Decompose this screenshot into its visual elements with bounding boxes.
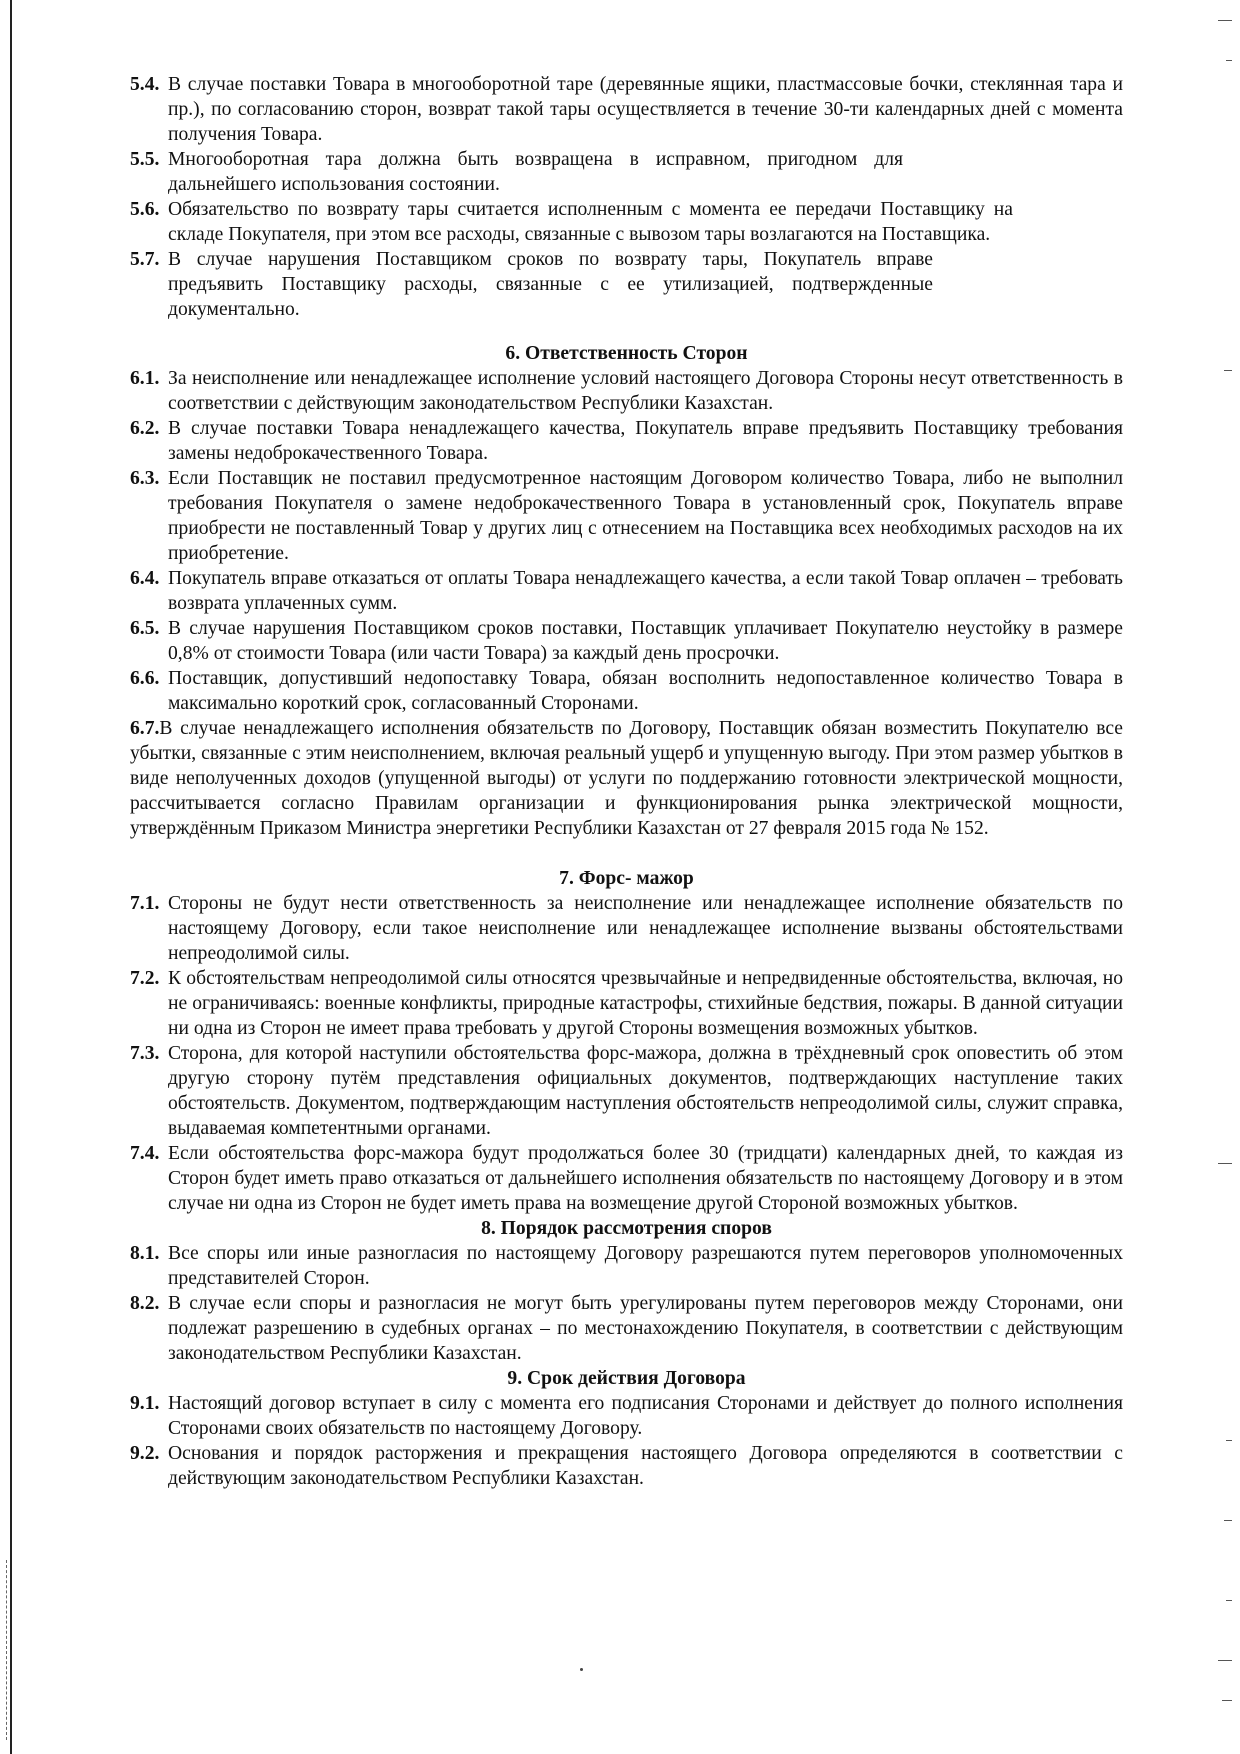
clause-text: Основания и порядок расторжения и прекращения настоящего Договора определяются в соответствии с действующим законодательством Республики Казахстан. (168, 1443, 1123, 1489)
clause-number: 9.1. (130, 1393, 160, 1414)
clause-text: Настоящий договор вступает в силу с момента его подписания Сторонами и действует до полного исполнения Сторонами своих обязательств по настоящему Договору. (168, 1393, 1123, 1439)
clause-5-6 (130, 197, 1123, 247)
clause-number: 6.3. (130, 468, 160, 489)
clause-number: 9.2. (130, 1443, 160, 1464)
clause-5-4 (130, 72, 1123, 147)
clause-7-3 (130, 1041, 1123, 1141)
scan-left-dashes (6, 1560, 8, 1740)
clause-text: Обязательство по возврату тары считается исполненным с момента ее передачи Поставщику на складе Покупателя, при этом все расходы, связанные с вывозом тары возлагаются на Поставщика. (168, 199, 1013, 245)
clause-text: Многооборотная тара должна быть возвращена в исправном, пригодном для дальнейшего использования состоянии. (168, 149, 903, 195)
clause-text: В случае ненадлежащего исполнения обязательств по Договору, Поставщик обязан возместить Покупателю все убытки, связанные с этим неисполнением, включая реальный ущерб и упущенную выгоду. При этом размер убытков в виде неполученных доходов (упущенной выгоды) от услуги по поддержанию готовности электрической мощности, рассчитывается согласно Правилам организации и функционирования рынка электрической мощности, утверждённым Приказом Министра энергетики Республики Казахстан от 27 февраля 2015 года № 152. (130, 718, 1123, 839)
document-page (130, 72, 1123, 1491)
clause-text: Сторона, для которой наступили обстоятельства форс-мажора, должна в трёхдневный срок оповестить об этом другую сторону путём представления официальных документов, подтверждающих наступление таких обстоятельств. Документом, подтверждающим наступления обстоятельств непреодолимой силы, служит справка, выдаваемая компетентными органами. (168, 1043, 1123, 1139)
clause-6-7 (130, 716, 1123, 841)
clause-9-2 (130, 1441, 1123, 1491)
clause-number: 6.6. (130, 668, 160, 689)
clause-number: 6.7. (130, 718, 160, 739)
clause-8-2 (130, 1291, 1123, 1366)
clause-5-5 (130, 147, 1123, 197)
clause-7-1 (130, 891, 1123, 966)
scan-left-border (10, 0, 12, 1754)
clause-5-7 (130, 247, 1123, 322)
clause-text: К обстоятельствам непреодолимой силы относятся чрезвычайные и непредвиденные обстоятельства, включая, но не ограничиваясь: военные конфликты, природные катастрофы, стихийные бедствия, пожары. В данной ситуации ни одна из Сторон не имеет права требовать у другой Стороны возмещения возможных убытков. (168, 968, 1123, 1039)
clause-number: 6.5. (130, 618, 160, 639)
clause-number: 7.2. (130, 968, 160, 989)
clause-number: 8.1. (130, 1243, 160, 1264)
clause-number: 6.4. (130, 568, 160, 589)
clause-number: 6.1. (130, 368, 160, 389)
clause-text: В случае нарушения Поставщиком сроков поставки, Поставщик уплачивает Покупателю неустойку в размере 0,8% от стоимости Товара (или части Товара) за каждый день просрочки. (168, 618, 1123, 664)
scan-speck (580, 1668, 583, 1671)
clause-number: 5.6. (130, 199, 160, 220)
clause-text: В случае если споры и разногласия не могут быть урегулированы путем переговоров между Сторонами, они подлежат разрешению в судебных органах – по местонахождению Покупателя, в соответствии с действующим законодательством Республики Казахстан. (168, 1293, 1123, 1364)
clause-text: Поставщик, допустивший недопоставку Товара, обязан восполнить недопоставленное количество Товара в максимально короткий срок, согласованный Сторонами. (168, 668, 1123, 714)
section-7-title: 7. Форс- мажор (559, 868, 694, 889)
clause-6-3 (130, 466, 1123, 566)
clause-number: 5.7. (130, 249, 160, 270)
clause-number: 7.3. (130, 1043, 160, 1064)
clause-number: 7.4. (130, 1143, 160, 1164)
clause-9-1 (130, 1391, 1123, 1441)
clause-8-1 (130, 1241, 1123, 1291)
scan-right-marks (1214, 0, 1232, 1754)
clause-6-5 (130, 616, 1123, 666)
section-6-title: 6. Ответственность Сторон (505, 343, 748, 364)
clause-7-2 (130, 966, 1123, 1041)
clause-6-1 (130, 366, 1123, 416)
clause-text: Все споры или иные разногласия по настоящему Договору разрешаются путем переговоров уполномоченных представителей Сторон. (168, 1243, 1123, 1289)
clause-number: 7.1. (130, 893, 160, 914)
clause-number: 6.2. (130, 418, 160, 439)
clause-number: 5.5. (130, 149, 160, 170)
clause-number: 5.4. (130, 74, 160, 95)
clause-6-4 (130, 566, 1123, 616)
clause-text: Покупатель вправе отказаться от оплаты Товара ненадлежащего качества, а если такой Товар оплачен – требовать возврата уплаченных сумм. (168, 568, 1123, 614)
clause-text: За неисполнение или ненадлежащее исполнение условий настоящего Договора Стороны несут ответственность в соответствии с действующим законодательством Республики Казахстан. (168, 368, 1123, 414)
clause-text: В случае поставки Товара ненадлежащего качества, Покупатель вправе предъявить Поставщику требования замены недоброкачественного Товара. (168, 418, 1123, 464)
clause-text: В случае поставки Товара в многооборотной таре (деревянные ящики, пластмассовые бочки, стеклянная тара и пр.), по согласованию сторон, возврат такой тары осуществляется в течение 30-ти календарных дней с момента получения Товара. (168, 74, 1123, 145)
section-9-title: 9. Срок действия Договора (507, 1368, 746, 1389)
clause-text: Стороны не будут нести ответственность за неисполнение или ненадлежащее исполнение обязательств по настоящему Договору, если такое неисполнение или ненадлежащее исполнение вызваны обстоятельствами непреодолимой силы. (168, 893, 1123, 964)
clause-6-2 (130, 416, 1123, 466)
section-8-title: 8. Порядок рассмотрения споров (481, 1218, 772, 1239)
clause-number: 8.2. (130, 1293, 160, 1314)
clause-text: Если Поставщик не поставил предусмотренное настоящим Договором количество Товара, либо не выполнил требования Покупателя о замене недоброкачественного Товара в установленный срок, Покупатель вправе приобрести не поставленный Товар у других лиц с отнесением на Поставщика всех необходимых расходов на их приобретение. (168, 468, 1123, 564)
clause-text: Если обстоятельства форс-мажора будут продолжаться более 30 (тридцати) календарных дней, то каждая из Сторон будет иметь право отказаться от дальнейшего исполнения обязательств по настоящему Договору и в этом случае ни одна из Сторон не будет иметь права на возмещение другой Стороной возможных убытков. (168, 1143, 1123, 1214)
clause-7-4 (130, 1141, 1123, 1216)
clause-text: В случае нарушения Поставщиком сроков по возврату тары, Покупатель вправе предъявить Поставщику расходы, связанные с ее утилизацией, подтвержденные документально. (168, 249, 933, 320)
clause-6-6 (130, 666, 1123, 716)
